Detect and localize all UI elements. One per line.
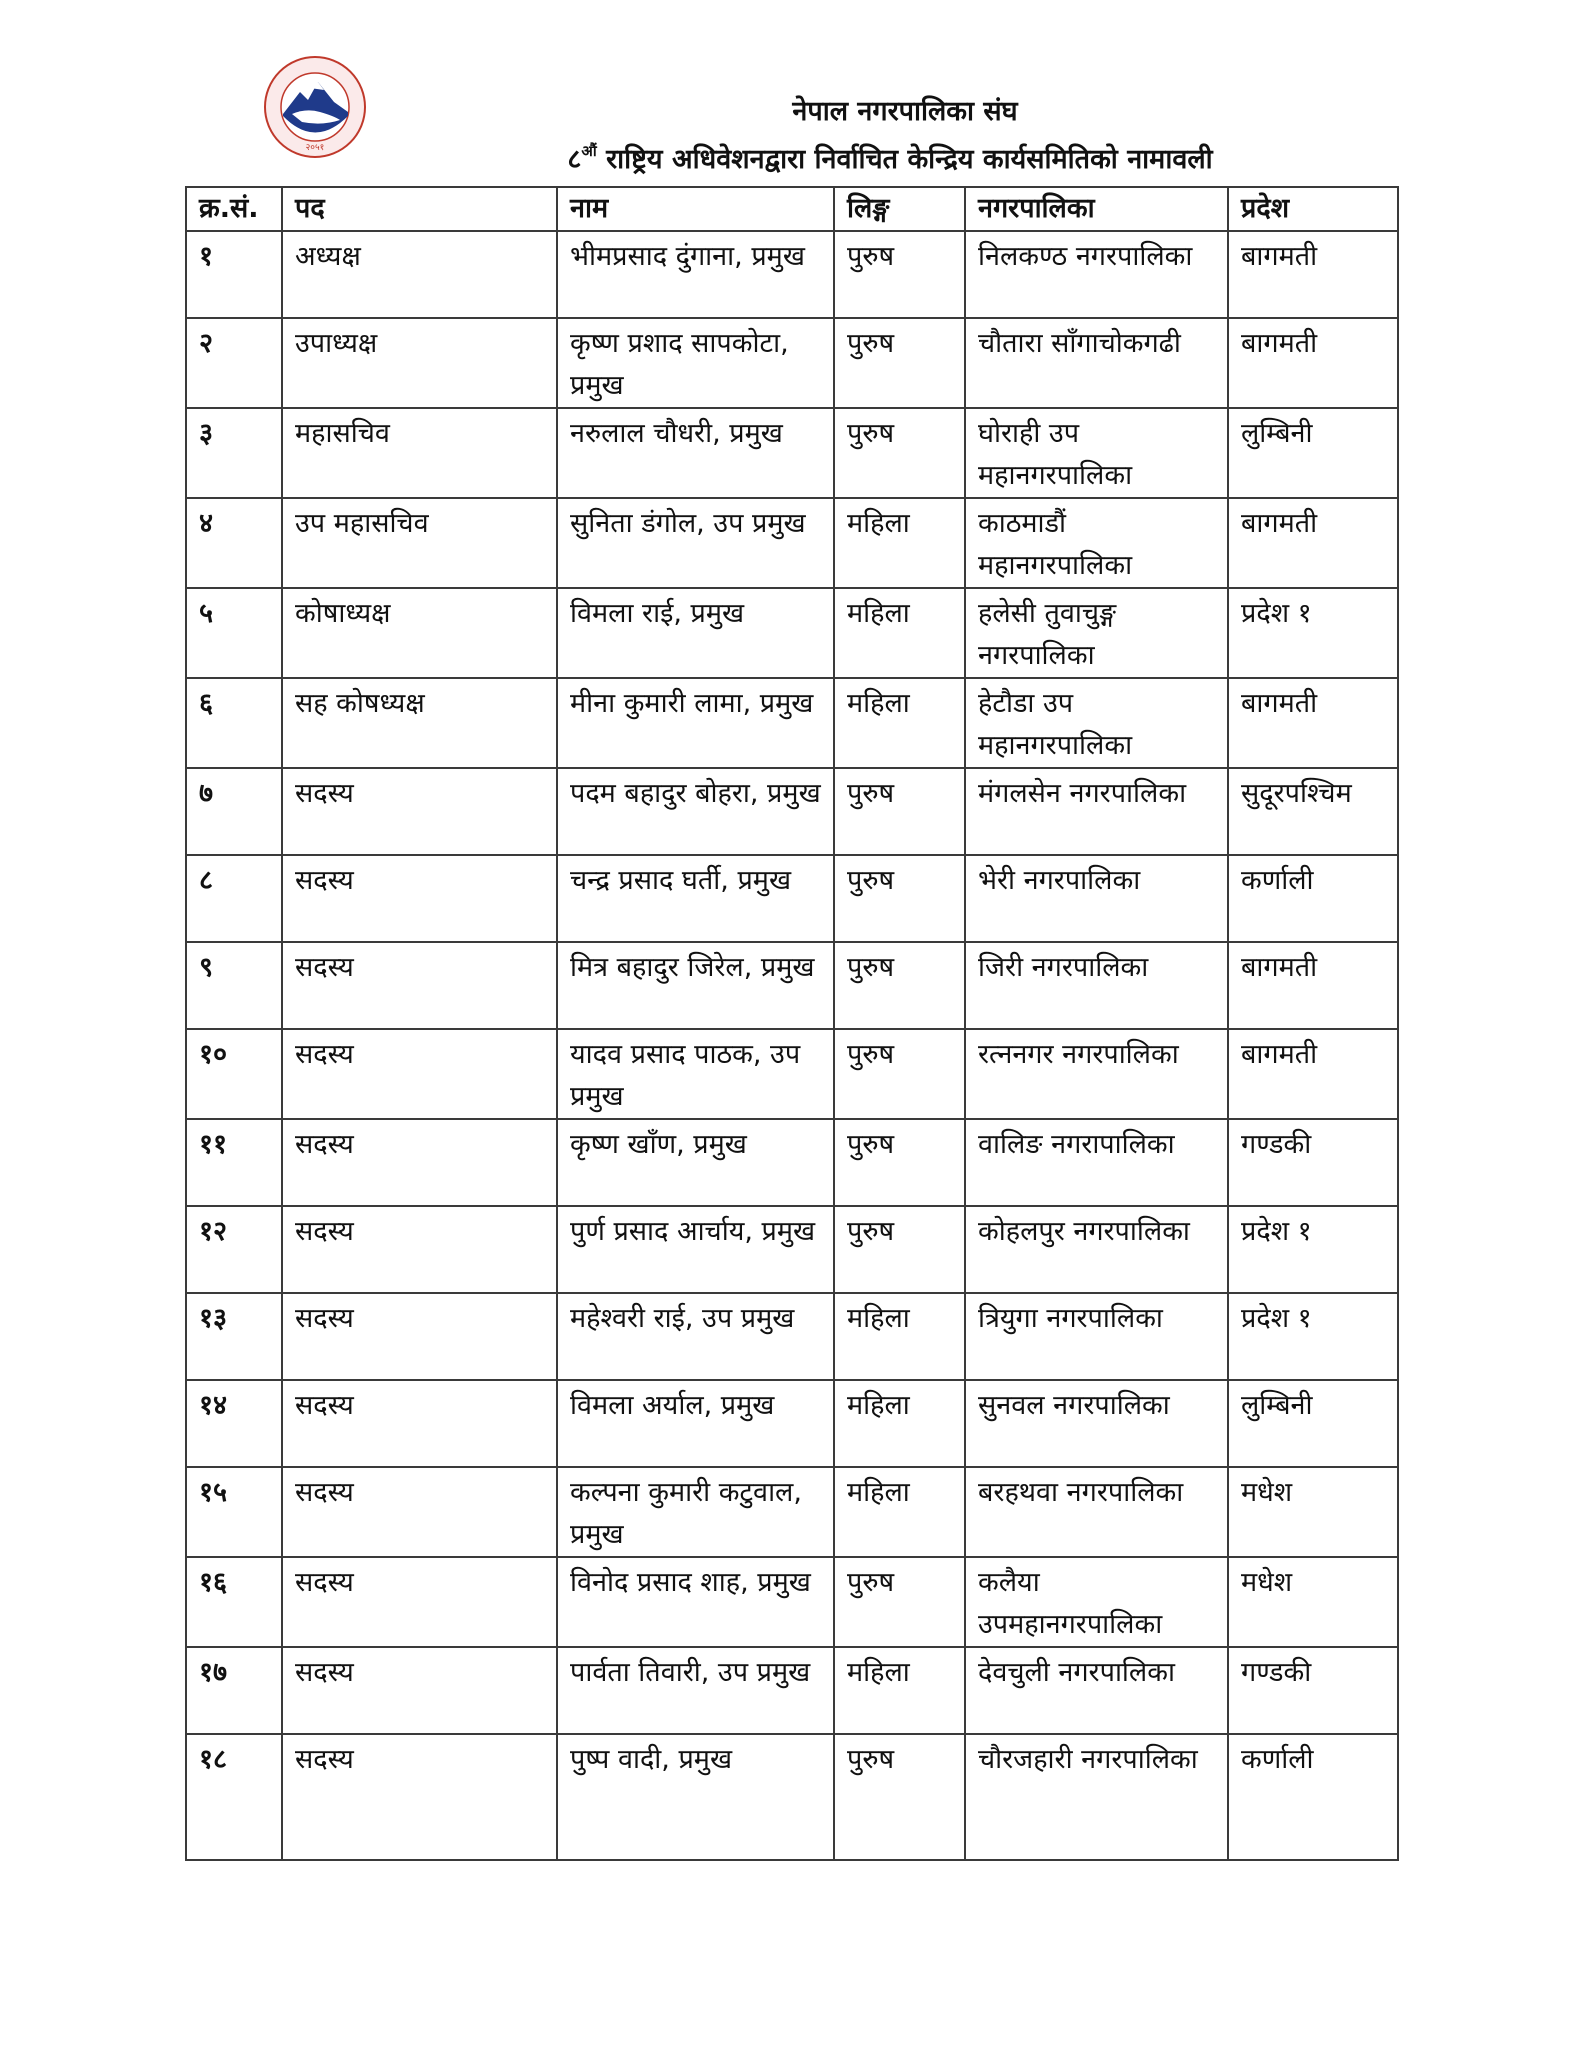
municipality-cell: त्रियुगा नगरपालिका	[965, 1293, 1228, 1380]
municipality-cell: घोराही उप महानगरपालिका	[965, 408, 1228, 498]
serial-number-cell: १	[186, 231, 282, 318]
serial-number-cell: ८	[186, 855, 282, 942]
post-cell: सदस्य	[282, 1380, 557, 1467]
member-name-cell: विनोद प्रसाद शाह, प्रमुख	[557, 1557, 834, 1647]
post-cell: सदस्य	[282, 942, 557, 1029]
gender-cell: पुरुष	[834, 1206, 965, 1293]
member-name-cell: मित्र बहादुर जिरेल, प्रमुख	[557, 942, 834, 1029]
municipality-cell: हलेसी तुवाचुङ्ग नगरपालिका	[965, 588, 1228, 678]
municipality-cell: हेटौडा उप महानगरपालिका	[965, 678, 1228, 768]
member-name-cell: नरुलाल चौधरी, प्रमुख	[557, 408, 834, 498]
header-name: नाम	[557, 187, 834, 231]
municipality-cell: जिरी नगरपालिका	[965, 942, 1228, 1029]
gender-cell: महिला	[834, 498, 965, 588]
post-cell: महासचिव	[282, 408, 557, 498]
serial-number-cell: ११	[186, 1119, 282, 1206]
municipality-cell: भेरी नगरपालिका	[965, 855, 1228, 942]
post-cell: सदस्य	[282, 1029, 557, 1119]
member-name-cell: विमला अर्याल, प्रमुख	[557, 1380, 834, 1467]
province-cell: प्रदेश १	[1228, 1206, 1398, 1293]
post-cell: सदस्य	[282, 1557, 557, 1647]
member-name-cell: चन्द्र प्रसाद घर्ती, प्रमुख	[557, 855, 834, 942]
table-header-row	[186, 187, 1398, 231]
table-row	[186, 231, 1398, 318]
member-name-cell: मीना कुमारी लामा, प्रमुख	[557, 678, 834, 768]
table-row	[186, 855, 1398, 942]
province-cell: मधेश	[1228, 1467, 1398, 1557]
gender-cell: पुरुष	[834, 942, 965, 1029]
table-row	[186, 1119, 1398, 1206]
province-cell: बागमती	[1228, 498, 1398, 588]
title-text: राष्ट्रिय अधिवेशनद्वारा निर्वाचित केन्द्रिय कार्यसमितिको नामावली	[596, 144, 1213, 175]
municipality-cell: कलैया उपमहानगरपालिका	[965, 1557, 1228, 1647]
province-cell: कर्णाली	[1228, 855, 1398, 942]
post-cell: कोषाध्यक्ष	[282, 588, 557, 678]
serial-number-cell: ७	[186, 768, 282, 855]
gender-cell: महिला	[834, 1647, 965, 1734]
post-cell: सदस्य	[282, 768, 557, 855]
post-cell: सदस्य	[282, 1119, 557, 1206]
municipality-cell: रत्ननगर नगरपालिका	[965, 1029, 1228, 1119]
header-province: प्रदेश	[1228, 187, 1398, 231]
municipality-cell: वालिङ नगरापालिका	[965, 1119, 1228, 1206]
header-gender: लिङ्ग	[834, 187, 965, 231]
serial-number-cell: १४	[186, 1380, 282, 1467]
member-name-cell: पुष्प वादी, प्रमुख	[557, 1734, 834, 1860]
serial-number-cell: ६	[186, 678, 282, 768]
serial-number-cell: १६	[186, 1557, 282, 1647]
table-row	[186, 942, 1398, 1029]
municipality-cell: देवचुली नगरपालिका	[965, 1647, 1228, 1734]
province-cell: लुम्बिनी	[1228, 1380, 1398, 1467]
municipality-cell: काठमाडौं महानगरपालिका	[965, 498, 1228, 588]
gender-cell: पुरुष	[834, 1557, 965, 1647]
ordinal-suffix: औं	[581, 142, 597, 160]
serial-number-cell: १५	[186, 1467, 282, 1557]
province-cell: बागमती	[1228, 231, 1398, 318]
province-cell: बागमती	[1228, 1029, 1398, 1119]
table-row	[186, 1206, 1398, 1293]
member-name-cell: यादव प्रसाद पाठक, उप प्रमुख	[557, 1029, 834, 1119]
serial-number-cell: ४	[186, 498, 282, 588]
municipality-cell: कोहलपुर नगरपालिका	[965, 1206, 1228, 1293]
organization-name: नेपाल नगरपालिका संघ	[792, 96, 1018, 127]
member-name-cell: पदम बहादुर बोहरा, प्रमुख	[557, 768, 834, 855]
gender-cell: महिला	[834, 588, 965, 678]
province-cell: गण्डकी	[1228, 1119, 1398, 1206]
table-row	[186, 1380, 1398, 1467]
gender-cell: पुरुष	[834, 408, 965, 498]
municipality-cell: निलकण्ठ नगरपालिका	[965, 231, 1228, 318]
province-cell: प्रदेश १	[1228, 1293, 1398, 1380]
table-row	[186, 1734, 1398, 1860]
serial-number-cell: ३	[186, 408, 282, 498]
member-name-cell: कल्पना कुमारी कटुवाल, प्रमुख	[557, 1467, 834, 1557]
province-cell: सुदूरपश्चिम	[1228, 768, 1398, 855]
document-header	[370, 94, 1370, 179]
organization-logo	[262, 54, 368, 160]
serial-number-cell: १८	[186, 1734, 282, 1860]
municipality-cell: चौतारा साँगाचोकगढी	[965, 318, 1228, 408]
gender-cell: पुरुष	[834, 318, 965, 408]
table-row	[186, 1647, 1398, 1734]
province-cell: कर्णाली	[1228, 1734, 1398, 1860]
gender-cell: पुरुष	[834, 1029, 965, 1119]
ordinal-number: ८	[567, 144, 582, 175]
post-cell: सदस्य	[282, 1206, 557, 1293]
gender-cell: पुरुष	[834, 768, 965, 855]
province-cell: मधेश	[1228, 1557, 1398, 1647]
document-title	[410, 132, 1370, 179]
table-row	[186, 498, 1398, 588]
member-name-cell: कृष्ण खाँण, प्रमुख	[557, 1119, 834, 1206]
member-name-cell: कृष्ण प्रशाद सापकोटा, प्रमुख	[557, 318, 834, 408]
serial-number-cell: ५	[186, 588, 282, 678]
serial-number-cell: १०	[186, 1029, 282, 1119]
table-row	[186, 1293, 1398, 1380]
table-row	[186, 1557, 1398, 1647]
table-row	[186, 678, 1398, 768]
post-cell: सदस्य	[282, 855, 557, 942]
gender-cell: महिला	[834, 1467, 965, 1557]
municipality-cell: सुनवल नगरपालिका	[965, 1380, 1228, 1467]
province-cell: बागमती	[1228, 318, 1398, 408]
gender-cell: महिला	[834, 1293, 965, 1380]
serial-number-cell: १३	[186, 1293, 282, 1380]
gender-cell: महिला	[834, 678, 965, 768]
gender-cell: पुरुष	[834, 855, 965, 942]
table-body	[186, 231, 1398, 1860]
serial-number-cell: २	[186, 318, 282, 408]
province-cell: बागमती	[1228, 678, 1398, 768]
member-name-cell: विमला राई, प्रमुख	[557, 588, 834, 678]
table-row	[186, 318, 1398, 408]
member-name-cell: भीमप्रसाद दुंगाना, प्रमुख	[557, 231, 834, 318]
municipality-cell: मंगलसेन नगरपालिका	[965, 768, 1228, 855]
gender-cell: पुरुष	[834, 1734, 965, 1860]
province-cell: गण्डकी	[1228, 1647, 1398, 1734]
header-post: पद	[282, 187, 557, 231]
gender-cell: महिला	[834, 1380, 965, 1467]
committee-roster-table	[185, 186, 1399, 1861]
table-row	[186, 768, 1398, 855]
municipality-cell: बरहथवा नगरपालिका	[965, 1467, 1228, 1557]
municipality-cell: चौरजहारी नगरपालिका	[965, 1734, 1228, 1860]
post-cell: अध्यक्ष	[282, 231, 557, 318]
header-serial-number: क्र.सं.	[186, 187, 282, 231]
member-name-cell: सुनिता डंगोल, उप प्रमुख	[557, 498, 834, 588]
header-municipality: नगरपालिका	[965, 187, 1228, 231]
serial-number-cell: १७	[186, 1647, 282, 1734]
municipal-association-emblem-icon	[262, 54, 368, 160]
post-cell: सदस्य	[282, 1734, 557, 1860]
table-row	[186, 1029, 1398, 1119]
table-row	[186, 1467, 1398, 1557]
province-cell: प्रदेश १	[1228, 588, 1398, 678]
post-cell: सदस्य	[282, 1647, 557, 1734]
table-row	[186, 588, 1398, 678]
province-cell: बागमती	[1228, 942, 1398, 1029]
member-name-cell: महेश्वरी राई, उप प्रमुख	[557, 1293, 834, 1380]
post-cell: सह कोषध्यक्ष	[282, 678, 557, 768]
member-name-cell: पार्वता तिवारी, उप प्रमुख	[557, 1647, 834, 1734]
member-name-cell: पुर्ण प्रसाद आर्चाय, प्रमुख	[557, 1206, 834, 1293]
post-cell: उप महासचिव	[282, 498, 557, 588]
post-cell: उपाध्यक्ष	[282, 318, 557, 408]
logo-year: २०५१	[305, 143, 325, 153]
gender-cell: पुरुष	[834, 1119, 965, 1206]
province-cell: लुम्बिनी	[1228, 408, 1398, 498]
post-cell: सदस्य	[282, 1467, 557, 1557]
table-row	[186, 408, 1398, 498]
serial-number-cell: ९	[186, 942, 282, 1029]
serial-number-cell: १२	[186, 1206, 282, 1293]
post-cell: सदस्य	[282, 1293, 557, 1380]
gender-cell: पुरुष	[834, 231, 965, 318]
